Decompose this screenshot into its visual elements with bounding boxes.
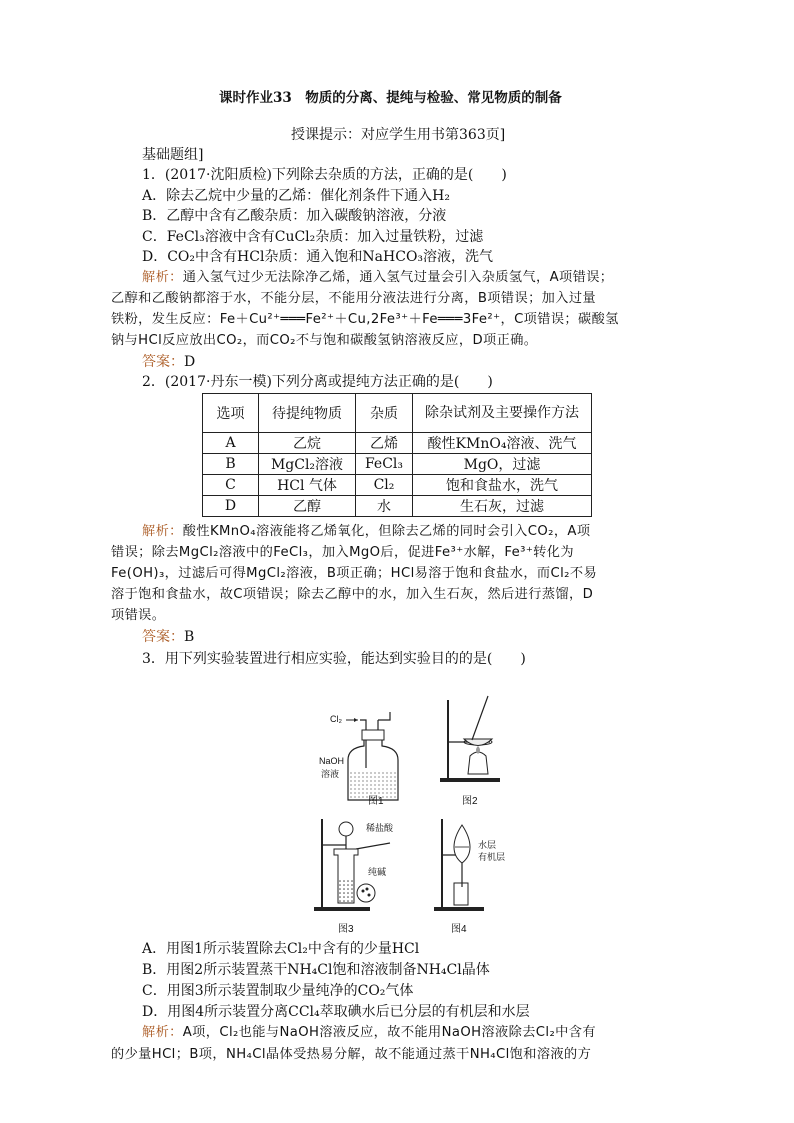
q1-analysis-1: [142, 269, 613, 287]
arrow-head: [354, 718, 358, 722]
table-cell: FeCl₃: [356, 454, 413, 475]
stand-base: [440, 778, 500, 782]
table-cell: MgO，过滤: [413, 454, 592, 475]
fig1-caption: 图1: [368, 796, 384, 807]
analysis-label: 解析：: [142, 524, 183, 539]
table-cell: 乙烷: [259, 433, 356, 454]
glass-rod: [472, 696, 488, 740]
q1-option-d: D．CO₂中含有HCl杂质：通入饱和NaHCO₃溶液，洗气: [142, 249, 494, 265]
table-cell: MgCl₂溶液: [259, 454, 356, 475]
table-header-cell: 待提纯物质: [259, 394, 356, 433]
table-cell: 乙烯: [356, 433, 413, 454]
table-cell: Cl₂: [356, 475, 413, 496]
alcohol-lamp: [468, 752, 488, 774]
answer-label: 答案：: [142, 629, 184, 645]
fig3-caption: 图3: [338, 924, 354, 935]
table-cell: B: [203, 454, 259, 475]
table-cell: 乙醇: [259, 496, 356, 517]
analysis-text: A项，Cl₂也能与NaOH溶液反应，故不能用NaOH溶液除去Cl₂中含有: [182, 1025, 596, 1040]
q3-analysis-2: 的少量HCl；B项，NH₄Cl晶体受热易分解，故不能通过蒸干NH₄Cl饱和溶液的方: [111, 1047, 592, 1062]
table-row: [203, 475, 592, 496]
q1-analysis-4: 钠与HCl反应放出CO₂，而CO₂不与饱和碳酸氢钠溶液反应，D项正确。: [111, 333, 538, 348]
answer-value: D: [184, 354, 196, 370]
q2-stem: 2．(2017·丹东一模)下列分离或提纯方法正确的是( ): [142, 374, 493, 390]
table-row: [203, 433, 592, 454]
analysis-label: 解析：: [142, 1025, 183, 1040]
table-header-row: [203, 394, 592, 433]
beaker: [454, 883, 468, 905]
table-cell: C: [203, 475, 259, 496]
q2-analysis-4: 溶于饱和食盐水，故C项错误；除去乙醇中的水，加入生石灰，然后进行蒸馏，D: [111, 587, 594, 602]
page-title: 课时作业33 物质的分离、提纯与检验、常见物质的制备: [219, 90, 562, 106]
analysis-text: 通入氢气过少无法除净乙烯，通入氢气过量会引入杂质氢气，A项错误；: [182, 270, 614, 285]
table-cell: 生石灰，过滤: [413, 496, 592, 517]
q1-option-c: C．FeCl₃溶液中含有CuCl₂杂质：加入过量铁粉，过滤: [142, 229, 484, 245]
answer-label: 答案：: [142, 354, 184, 370]
funnel-bulb: [339, 822, 353, 836]
analysis-label: 解析：: [142, 270, 183, 285]
fig4-water-layer-label: 水层: [478, 840, 497, 850]
table-cell: A: [203, 433, 259, 454]
q1-analysis-3: 铁粉，发生反应：Fe＋Cu²⁺═══Fe²⁺＋Cu,2Fe³⁺＋Fe═══3Fe²⁺，C项错误；碳酸氢: [111, 312, 619, 327]
analysis-text: 酸性KMnO₄溶液能将乙烯氧化，但除去乙烯的同时会引入CO₂，A项: [182, 524, 591, 539]
table-header-cell: 杂质: [356, 394, 413, 433]
fig1-cl2-label: Cl₂: [330, 714, 342, 724]
fig1-solution-label: 溶液: [321, 769, 340, 779]
q2-analysis-1: [142, 523, 590, 541]
q3-option-c: C．用图3所示装置制取少量纯净的CO₂气体: [142, 983, 414, 999]
q3-stem: 3．用下列实验装置进行相应实验，能达到实验目的的是( ): [142, 651, 526, 667]
table-row: [203, 454, 592, 475]
fig3-acid-label: 稀盐酸: [366, 823, 394, 833]
hint-line: 授课提示：对应学生用书第363页]: [291, 127, 506, 143]
group-heading: 基础题组]: [142, 147, 204, 163]
table-cell: 水: [356, 496, 413, 517]
q1-answer: [142, 353, 195, 371]
stand-base: [314, 907, 370, 911]
table-cell: D: [203, 496, 259, 517]
outlet-tube: [356, 843, 390, 849]
fig3-soda-label: 纯碱: [368, 867, 387, 877]
figure-4-separatory-funnel: [430, 815, 510, 915]
table-cell: HCl 气体: [259, 475, 356, 496]
answer-value: B: [184, 629, 195, 645]
table-header-cell: 选项: [203, 394, 259, 433]
table-header-cell: 除杂试剂及主要操作方法: [413, 394, 592, 433]
solid: [339, 879, 353, 902]
porous-plate: [357, 884, 375, 902]
q2-answer: [142, 628, 194, 646]
q1-option-a: A．除去乙烷中少量的乙烯：催化剂条件下通入H₂: [142, 188, 450, 204]
fig4-caption: 图4: [451, 924, 467, 935]
figure-3-gas-generator: [310, 815, 410, 915]
stand-base: [434, 907, 484, 911]
q3-option-d: D．用图4所示装置分离CCl₄萃取碘水后已分层的有机层和水层: [142, 1004, 530, 1020]
q2-analysis-3: Fe(OH)₃，过滤后可得MgCl₂溶液，B项正确；HCl易溶于饱和食盐水，而Cl₂不易: [111, 566, 598, 581]
q1-stem: 1．(2017·沈阳质检)下列除去杂质的方法，正确的是( ): [142, 167, 507, 183]
table-cell: 饱和食盐水，洗气: [413, 475, 592, 496]
q3-option-b: B．用图2所示装置蒸干NH₄Cl饱和溶液制备NH₄Cl晶体: [142, 962, 490, 978]
q2-analysis-5: 项错误。: [111, 608, 166, 623]
table-row: [203, 496, 592, 517]
q3-option-a: A．用图1所示装置除去Cl₂中含有的少量HCl: [142, 941, 420, 957]
fig1-naoh-label: NaOH: [319, 756, 345, 766]
stopper: [362, 730, 384, 740]
q1-analysis-2: 乙醇和乙酸钠都溶于水，不能分层，不能用分液法进行分离，B项错误；加入过量: [111, 291, 597, 306]
q2-table: [202, 393, 592, 517]
table-cell: 酸性KMnO₄溶液、洗气: [413, 433, 592, 454]
fig2-caption: 图2: [462, 796, 478, 807]
figure-2-evaporation: [430, 690, 520, 790]
fig4-organic-layer-label: 有机层: [478, 852, 506, 862]
funnel-body: [454, 825, 470, 863]
q3-analysis-1: [142, 1024, 596, 1042]
q2-analysis-2: 错误；除去MgCl₂溶液中的FeCl₃，加入MgO后，促进Fe³⁺水解，Fe³⁺转化为: [111, 545, 574, 560]
q1-option-b: B．乙醇中含有乙酸杂质：加入碳酸钠溶液，分液: [142, 208, 447, 224]
